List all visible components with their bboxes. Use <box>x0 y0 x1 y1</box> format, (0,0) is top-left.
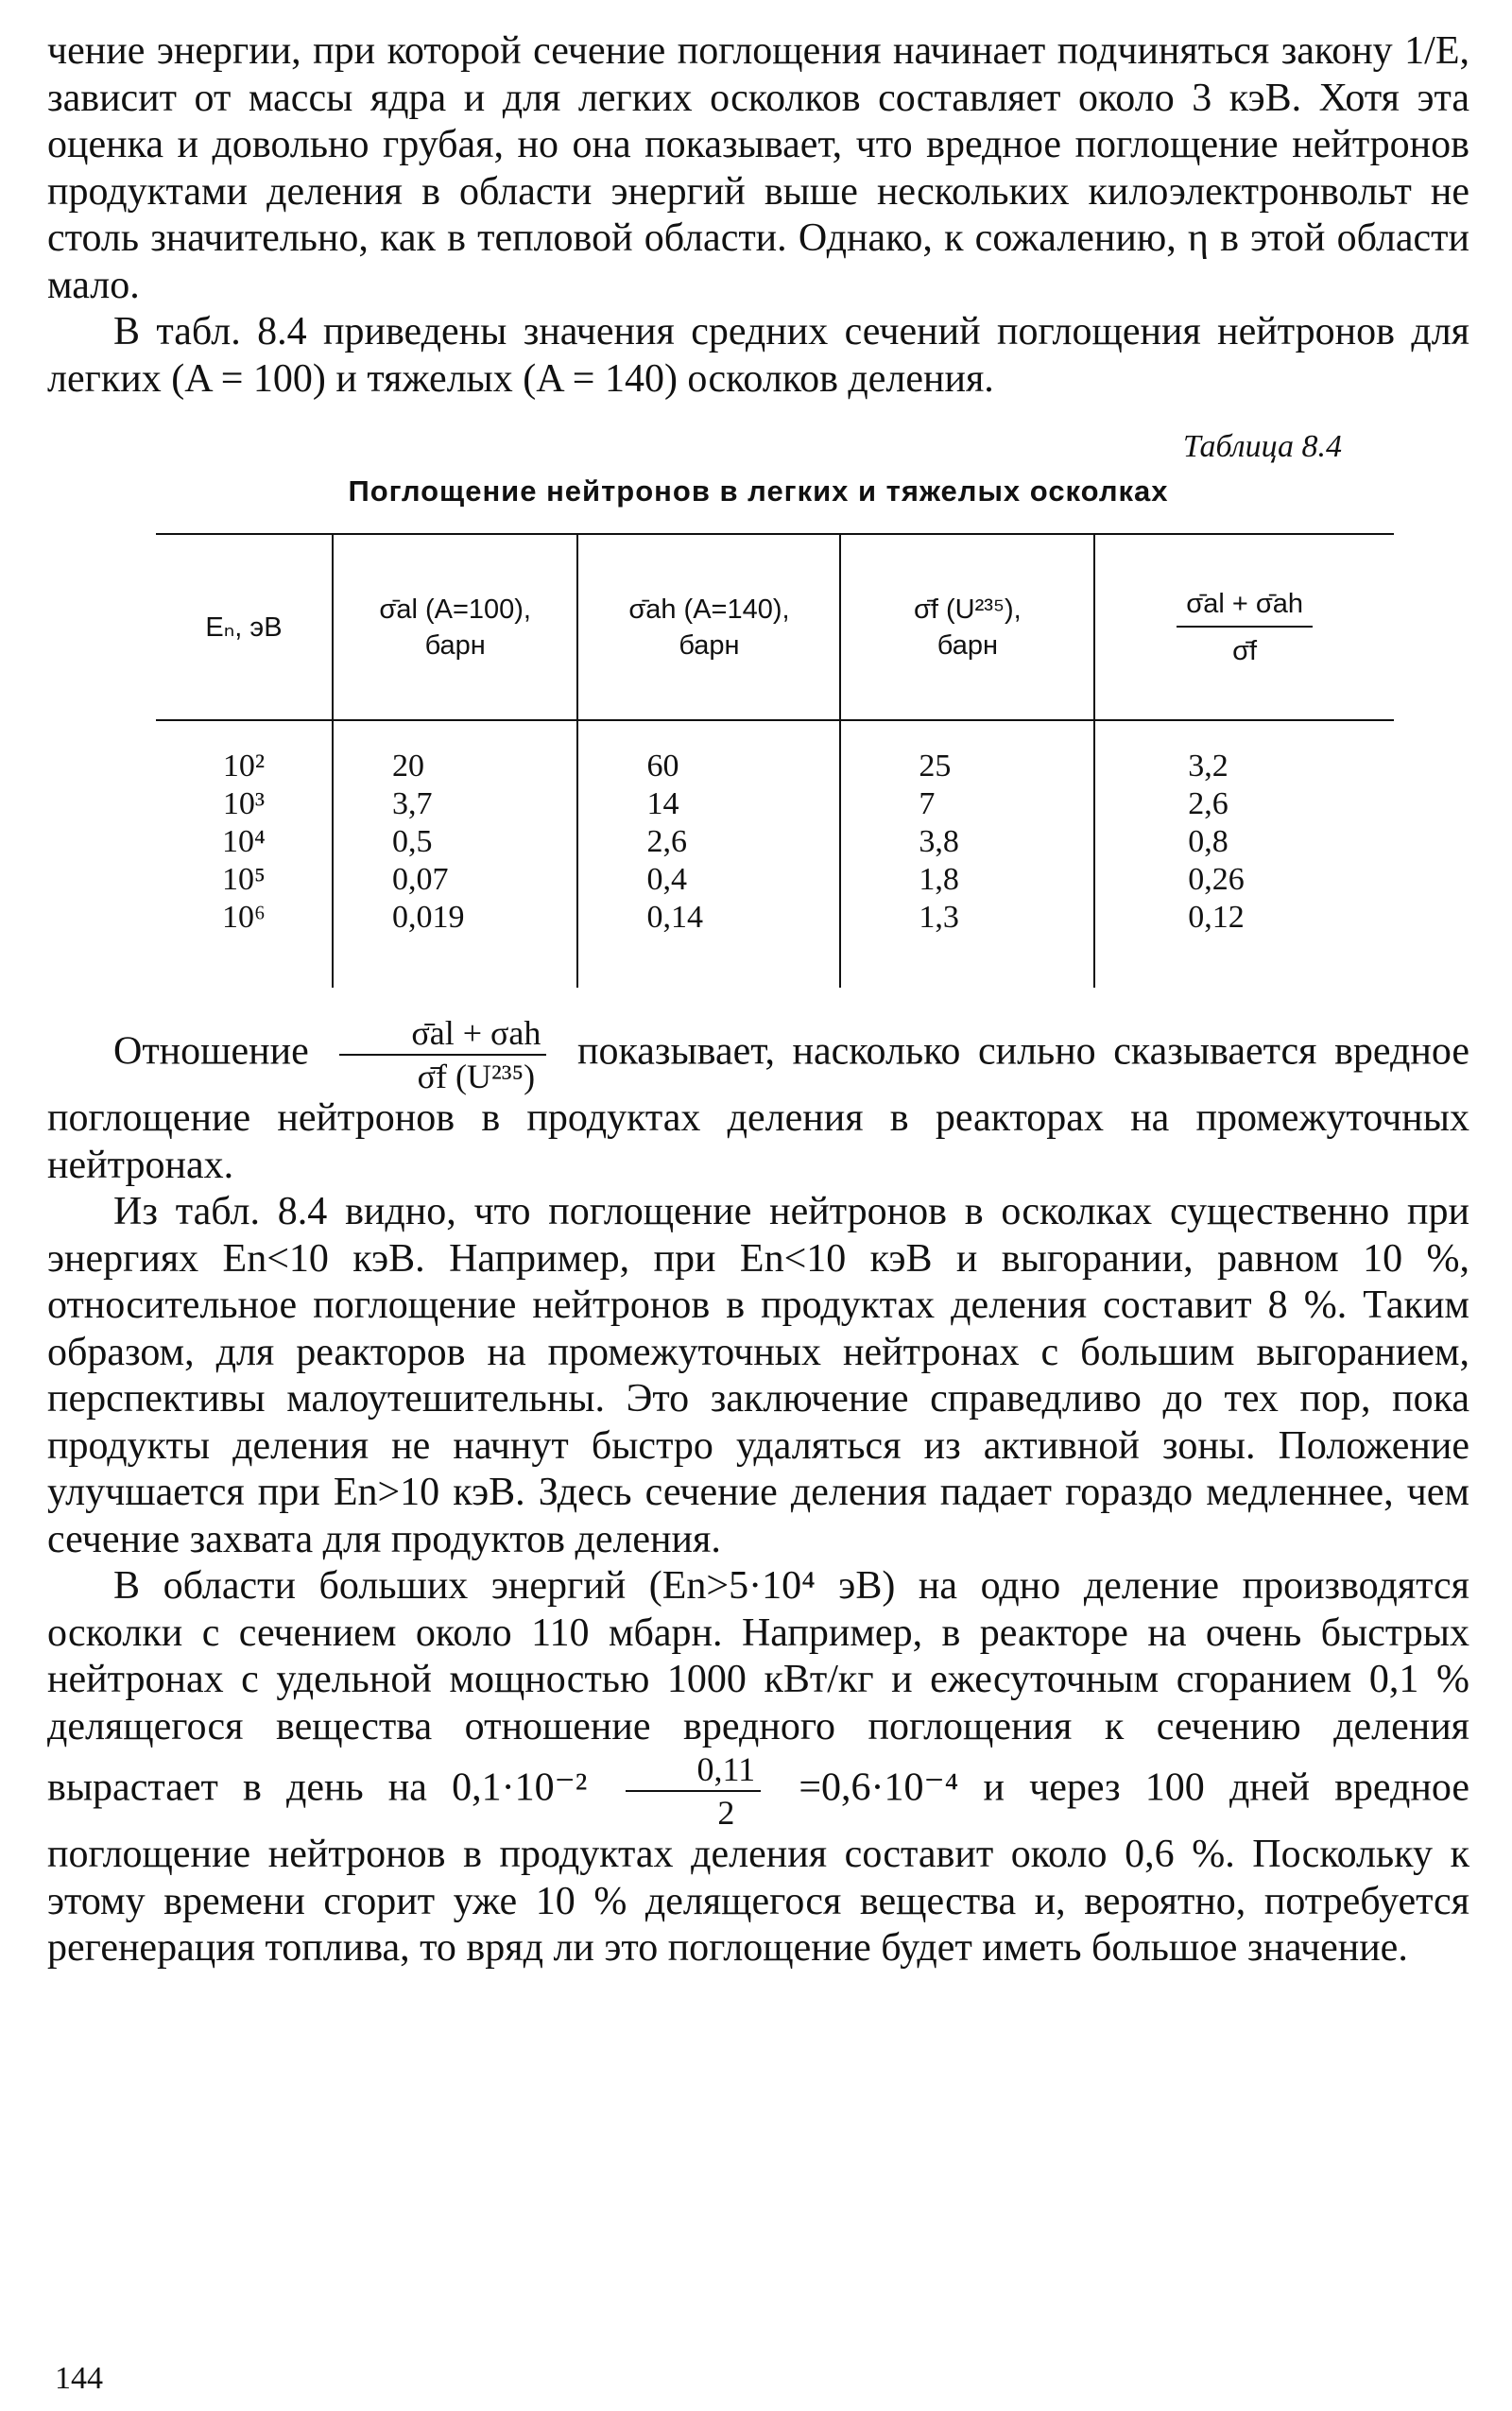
cell-ratio: 0,8 <box>1094 823 1394 861</box>
header-energy: Eₙ, эВ <box>156 534 333 720</box>
burnup-numerator: 0,11 <box>626 1750 762 1792</box>
cell-sigma-al: 0,5 <box>333 823 578 861</box>
ratio-text-before: Отношение <box>113 1029 309 1074</box>
header-sigma-al <box>333 534 578 720</box>
table-caption: Поглощение нейтронов в легких и тяжелых осколках <box>348 474 1169 508</box>
cell-ratio: 0,26 <box>1094 861 1394 899</box>
header-sigma-f-line1: σ̄f (U²³⁵), <box>914 594 1022 625</box>
header-sigma-f <box>840 534 1094 720</box>
cell-sigma-f: 7 <box>840 785 1094 823</box>
cell-sigma-f: 25 <box>840 720 1094 785</box>
cell-sigma-ah: 0,4 <box>577 861 840 899</box>
cell-sigma-ah: 14 <box>577 785 840 823</box>
table-header-row <box>156 534 1394 720</box>
burnup-fraction <box>626 1750 762 1832</box>
cell-sigma-al: 20 <box>333 720 578 785</box>
absorption-table <box>156 533 1394 988</box>
paragraph-3 <box>47 1014 1469 1189</box>
table-row <box>156 823 1394 861</box>
table-row <box>156 720 1394 785</box>
cell-ratio: 2,6 <box>1094 785 1394 823</box>
cell-ratio: 0,12 <box>1094 899 1394 988</box>
table-row <box>156 899 1394 988</box>
cell-sigma-f: 1,8 <box>840 861 1094 899</box>
cell-energy: 10⁶ <box>222 900 266 935</box>
header-sigma-al-line2: барн <box>424 629 486 661</box>
cell-sigma-ah: 0,14 <box>577 899 840 988</box>
cell-sigma-ah: 2,6 <box>577 823 840 861</box>
cell-sigma-f: 1,3 <box>840 899 1094 988</box>
paragraph-5-after: =0,6·10⁻⁴ и через 100 дней вредное поглощение нейтронов в продуктах деления составит около 0,6 %. Поскольку к этому времени сгорит уже 10 % делящегося вещества и, вероятно, потребуется регенерация топлива, то вряд ли это поглощение будет иметь большое значение. <box>47 1765 1470 1970</box>
header-sigma-al-line1: σ̄al (A=100), <box>379 594 531 625</box>
cell-energy: 10² <box>222 749 266 784</box>
page-number: 144 <box>55 2361 103 2396</box>
paragraph-4: Из табл. 8.4 видно, что поглощение нейтронов в осколках существенно при энергиях En<10 кэВ. Например, при En<10 кэВ и выгорании, равном 10 %, относительное поглощение нейтронов в продуктах деления составит 8 %. Таким образом, для реакторов на промежуточных нейтронах с большим выгоранием, перспективы малоутешительны. Это заключение справедливо до тех пор, пока продукты деления не начнут быстро удаляться из активной зоны. Положение улучшается при En>10 кэВ. Здесь сечение деления падает гораздо медленнее, чем сечение захвата для продуктов деления. <box>47 1190 1469 1561</box>
header-ratio-fraction <box>1177 586 1313 669</box>
header-sigma-ah-line2: барн <box>679 629 740 661</box>
paragraph-5-before: В области больших энергий (En>5·10⁴ эВ) на одно деление производятся осколки с сечением около 110 мбарн. Например, в реакторе на очень быстрых нейтронах с удельной мощностью 1000 кВт/кг и ежесуточным сгоранием 0,1 % делящегося вещества отношение вредного поглощения к сечению деления вырастает в день на 0,1·10⁻² <box>47 1564 1469 1810</box>
ratio-numerator: σ̄al + σah <box>339 1014 546 1056</box>
table-row <box>156 861 1394 899</box>
header-ratio-numerator: σ̄al + σ̄ah <box>1177 586 1313 628</box>
cell-sigma-ah: 60 <box>577 720 840 785</box>
cell-sigma-al: 0,07 <box>333 861 578 899</box>
header-sigma-ah <box>577 534 840 720</box>
cell-energy: 10⁵ <box>222 862 266 897</box>
cell-ratio: 3,2 <box>1094 720 1394 785</box>
page-content <box>47 28 1469 1972</box>
cell-sigma-al: 0,019 <box>333 899 578 988</box>
burnup-denominator: 2 <box>717 1794 735 1832</box>
header-ratio-denominator: σ̄f <box>1232 635 1258 666</box>
table-number: Таблица 8.4 <box>1182 429 1342 464</box>
ratio-text-after: показывает, насколько сильно сказывается вредное поглощение нейтронов в продуктах деления в реакторах на промежуточных нейтронах. <box>47 1029 1469 1187</box>
paragraph-5 <box>47 1563 1469 1972</box>
cell-energy: 10³ <box>222 786 266 821</box>
cell-energy: 10⁴ <box>222 824 266 859</box>
ratio-fraction <box>339 1014 546 1095</box>
header-ratio <box>1094 534 1394 720</box>
cell-sigma-f: 3,8 <box>840 823 1094 861</box>
ratio-denominator: σ̄f (U²³⁵) <box>417 1058 536 1095</box>
header-sigma-ah-line1: σ̄ah (A=140), <box>628 594 790 625</box>
cell-sigma-al: 3,7 <box>333 785 578 823</box>
header-sigma-f-line2: барн <box>936 629 998 661</box>
table-row <box>156 785 1394 823</box>
paragraph-1: чение энергии, при которой сечение поглощения начинает подчиняться закону 1/E, зависит от массы ядра и для легких осколков составляет около 3 кэВ. Хотя эта оценка и довольно грубая, но она показывает, что вредное поглощение нейтронов продуктами деления в области энергий выше нескольких килоэлектронвольт не столь значительно, как в тепловой области. Однако, к сожалению, η в этой области мало. <box>47 29 1469 307</box>
paragraph-2: В табл. 8.4 приведены значения средних сечений поглощения нейтронов для легких (A = 100) и тяжелых (A = 140) осколков деления. <box>47 310 1469 401</box>
